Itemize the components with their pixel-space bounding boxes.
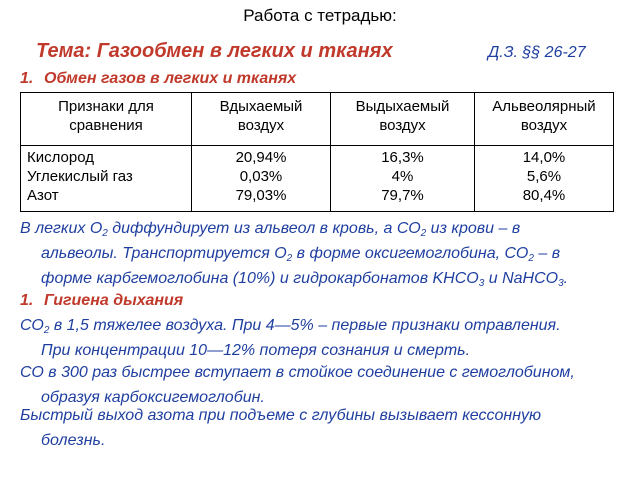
paragraph-co2-danger: [20, 313, 624, 363]
paragraph-line: болезнь.: [41, 432, 106, 449]
row-labels-cell: Кислород Углекислый газ Азот: [21, 146, 192, 212]
paragraph-line: альвеолы. Транспортируется $О_2$ в форме оксигемоглобина, $СО_2$ – в: [41, 245, 561, 264]
section-title: Обмен газов в легких и тканях: [44, 70, 297, 87]
gas-composition-table: [20, 92, 614, 212]
paragraph-line: При концентрации 10—12% потеря сознания и смерть.: [41, 342, 471, 359]
column-header-inhaled: Вдыхаемый воздух: [192, 93, 331, 146]
alveolar-values-cell: 14,0% 5,6% 80,4%: [475, 146, 614, 212]
section-number: 1.: [20, 70, 34, 87]
paragraph-line: Быстрый выход азота при подъеме с глубины вызывает кессонную: [20, 407, 542, 424]
section-heading-gas-exchange: [20, 70, 296, 88]
homework-label: Д.З. §§ 26-27: [488, 44, 586, 61]
section-number: 1.: [20, 292, 34, 309]
paragraph-line: образуя карбоксигемоглобин.: [41, 389, 265, 406]
table-row: [21, 146, 614, 212]
topic-title: Тема: Газообмен в легких и тканях: [36, 40, 393, 62]
column-header-criteria: Признаки для сравнения: [21, 93, 192, 146]
inhaled-values-cell: 20,94% 0,03% 79,03%: [192, 146, 331, 212]
column-header-exhaled: Выдыхаемый воздух: [331, 93, 475, 146]
paragraph-gas-diffusion: [20, 216, 624, 291]
paragraph-decompression: [20, 403, 624, 453]
paragraph-line: В легких $О_2$ диффундирует из альвеол в кровь, а $СО_2$ из крови – в: [20, 220, 521, 239]
section-title: Гигиена дыхания: [44, 292, 184, 309]
paragraph-line: СО в 300 раз быстрее вступает в стойкое соединение с гемоглобином,: [20, 364, 575, 381]
paragraph-line: форме карбгемоглобина (10%) и гидрокарбонатов $KHCO_3$ и NaHCO$_3$.: [41, 270, 569, 289]
paragraph-line: $СО_2$ в 1,5 тяжелее воздуха. При 4—5% – первые признаки отравления.: [20, 317, 561, 336]
column-header-alveolar: Альвеолярный воздух: [475, 93, 614, 146]
table-header-row: [21, 93, 614, 146]
exhaled-values-cell: 16,3% 4% 79,7%: [331, 146, 475, 212]
page-header: Работа с тетрадью:: [243, 6, 397, 25]
section-heading-breathing-hygiene: [20, 292, 183, 310]
